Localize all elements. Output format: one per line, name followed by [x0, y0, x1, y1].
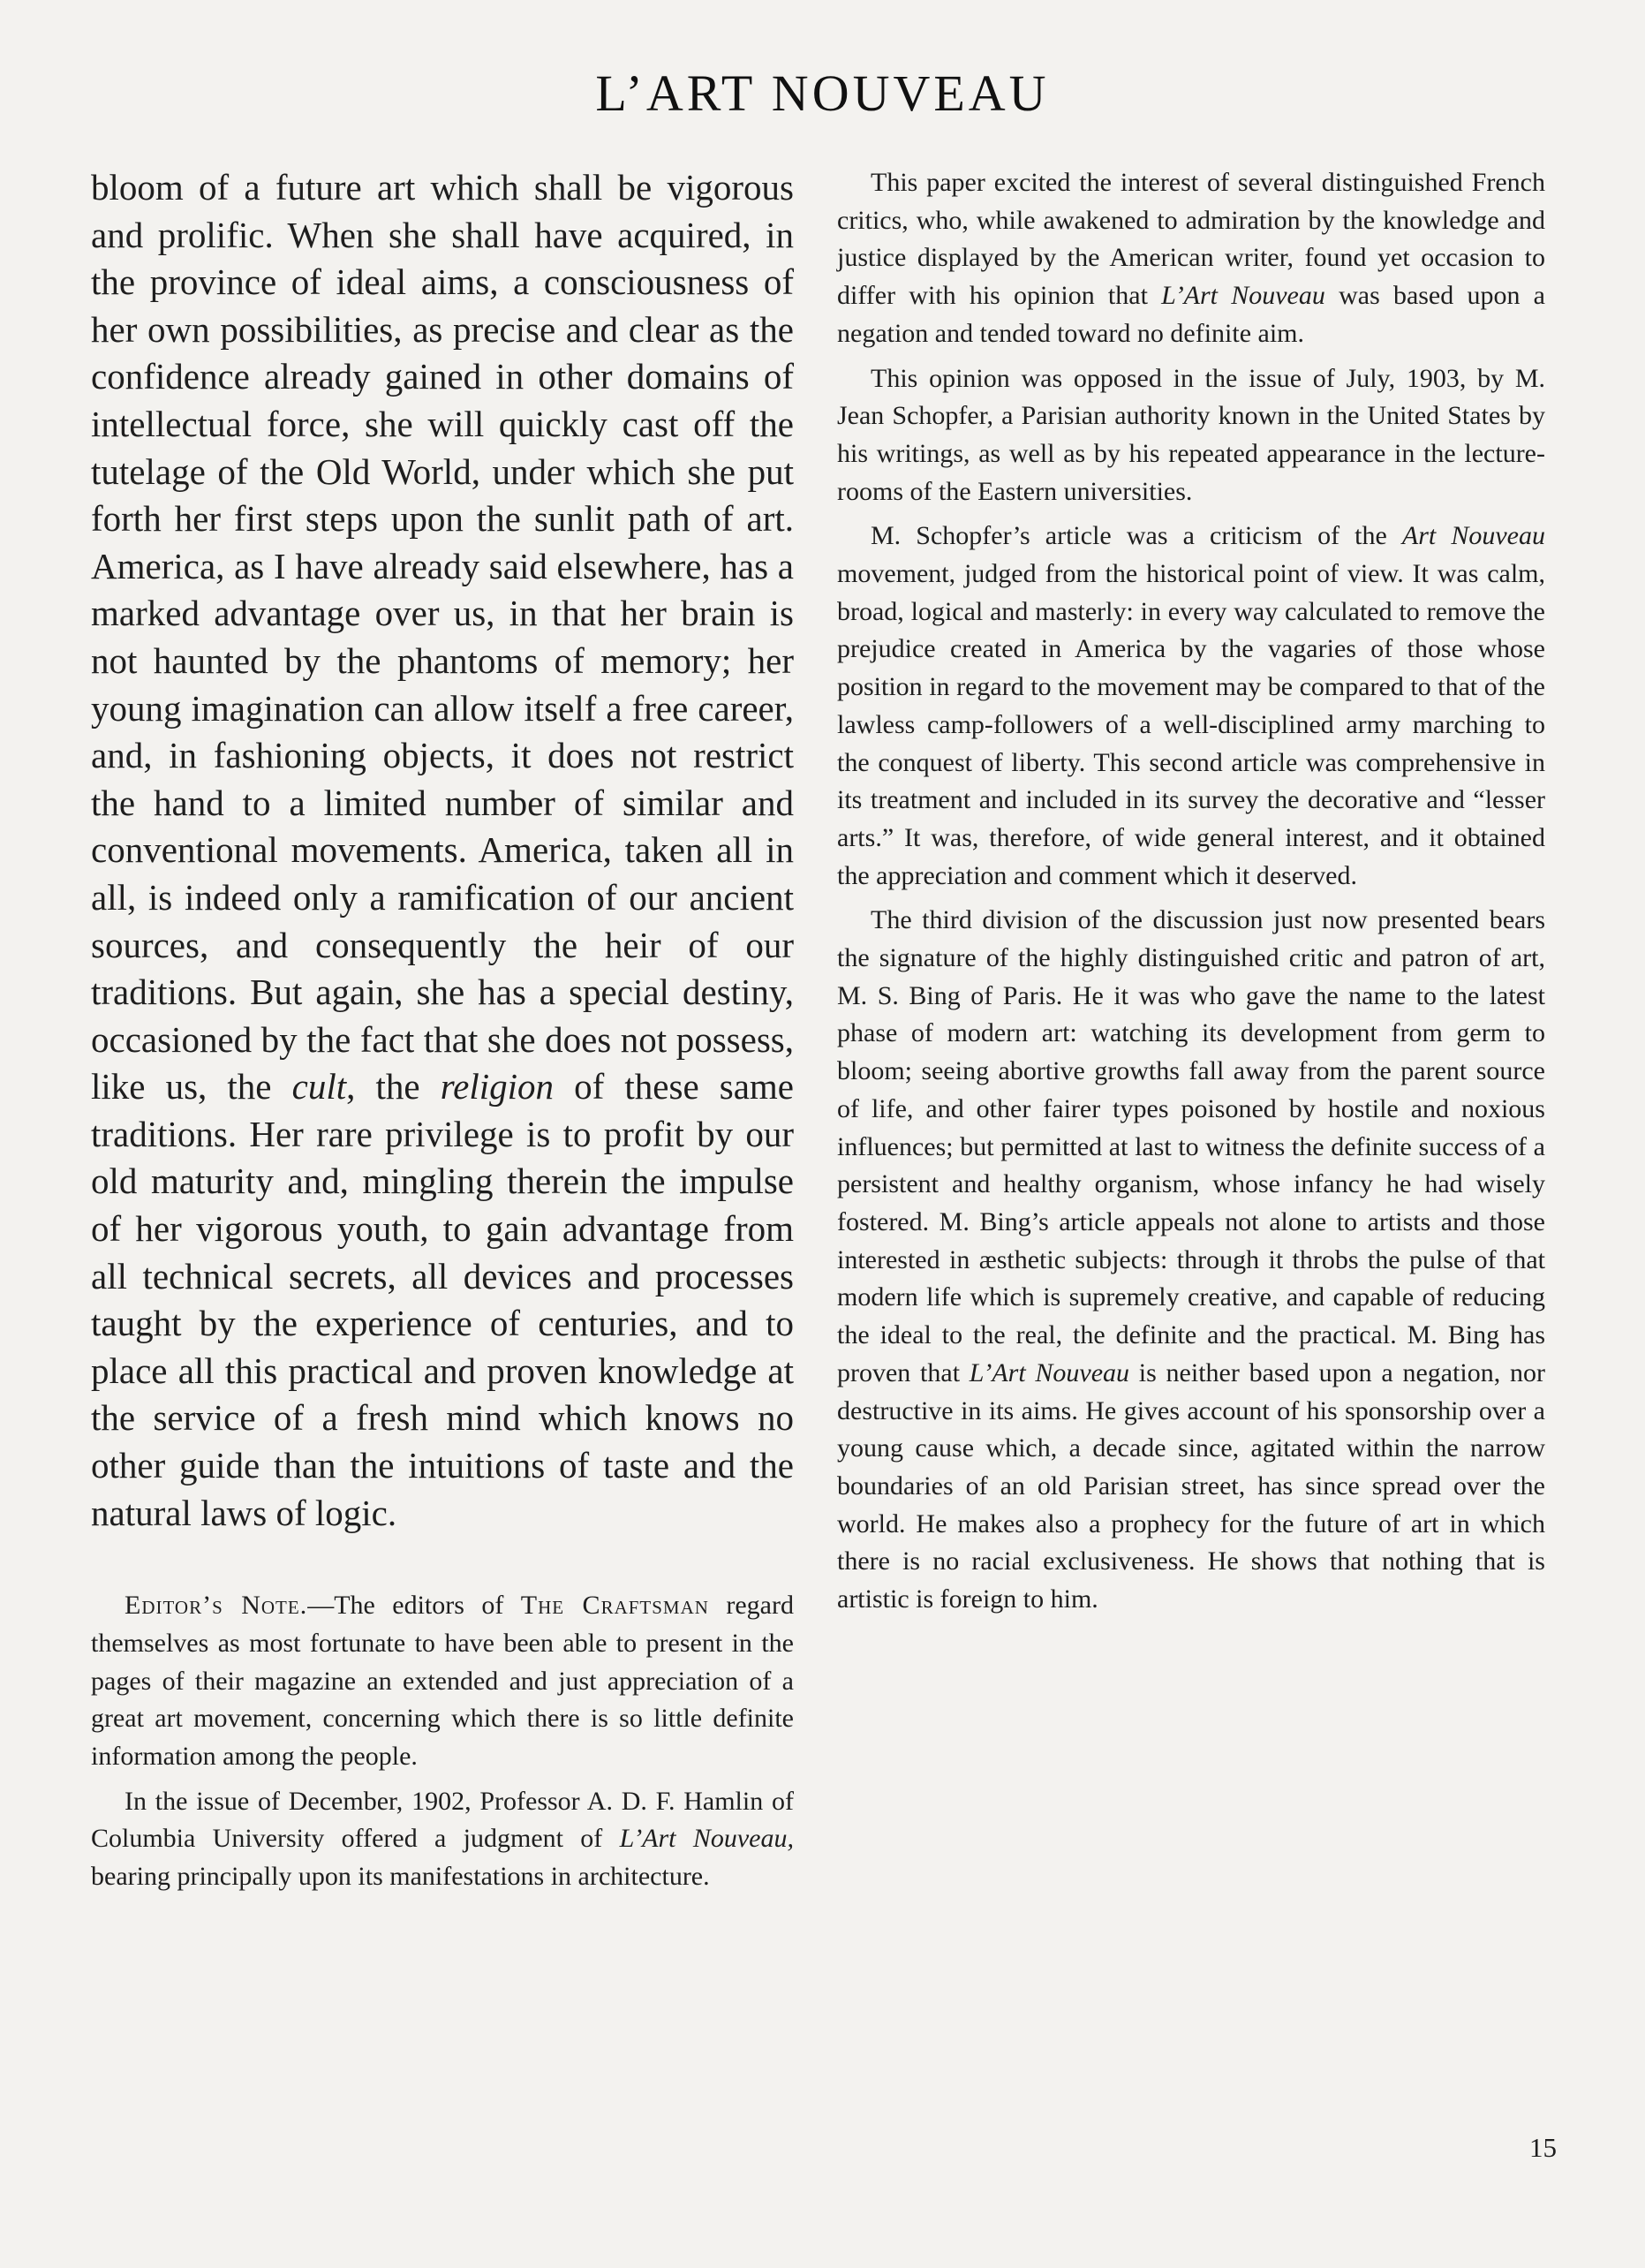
- right-column: [837, 164, 1545, 1619]
- right-paragraph-2: This opinion was opposed in the issue of July, 1903, by M. Jean Schopfer, a Parisian authority known in the United States by his writings, as well as by his repeated appearance in the lecture-rooms of the Eastern universities.: [837, 363, 1545, 506]
- editors-note-rest: regard themselves as most fortunate to have been able to present in the pages of their magazine an extended and just appreciation of a great art movement, concerning which there is so little definite information among the people.: [91, 1591, 794, 1772]
- right-p1-b: was based upon a negation and tended toward no definite aim.: [837, 281, 1545, 348]
- main-text-part-2: , the: [346, 1066, 441, 1108]
- main-text-em-cult: cult: [291, 1066, 347, 1108]
- right-p1-em: L’Art Nouveau: [1161, 281, 1325, 311]
- right-p3-b: movement, judged from the historical point of view. It was calm, broad, logical and masterly: in every way calculated to remove the prejudice created in America by the vagaries of those whose position in regard to the movement may be compared to that of the lawless camp-followers of a well-disciplined army marching to the conquest of liberty. This second article was comprehensive in its treatment and included in its survey the decorative and “lesser arts.” It was, therefore, of wide general interest, and it obtained the appreciation and comment which it deserved.: [837, 559, 1545, 890]
- note-p2-a: In the issue of December, 1902, Professor A. D. F. Hamlin of Columbia University offered a judgment of: [91, 1786, 794, 1854]
- page-number: 15: [1529, 2132, 1557, 2163]
- right-paragraph-1: [837, 164, 1545, 353]
- main-text-em-religion: religion: [440, 1066, 555, 1108]
- main-text-part-3: of these same traditions. Her rare privilege is to profit by our old maturity and, mingling therein the impulse of her vigorous youth, to gain advantage from all technical secrets, all devices and processes taught by the experience of centuries, and to place all this practical and proven knowledge at the service of a fresh mind which knows no other guide than the intuitions of taste and the natural laws of logic.: [91, 1066, 795, 1533]
- left-column: [91, 164, 794, 1896]
- editors-note: [91, 1587, 794, 1896]
- right-paragraph-4: [837, 902, 1545, 1618]
- main-paragraph: [91, 164, 794, 1537]
- right-p1-a: This paper excited the interest of several distinguished French critics, who, while awakened to admiration by the knowledge and justice displayed by the American writer, found yet occasion to differ with his opinion that: [837, 168, 1545, 311]
- editors-note-paragraph-1: [91, 1587, 794, 1776]
- magazine-name: The Craftsman: [520, 1591, 709, 1621]
- note-p2-b: bearing principally upon its manifestations in architecture.: [91, 1862, 710, 1892]
- main-text-part-1: bloom of a future art which shall be vigorous and prolific. When she shall have acquired, in the province of ideal aims, a consciousness of her own possibilities, as precise and clear as the confidence already gained in other domains of intellectual force, she will quickly cast off the tutelage of the Old World, under which she put forth her first steps upon the sunlit path of art. America, as I have already said elsewhere, has a marked advantage over us, in that her brain is not haunted by the phantoms of memory; her young imagination can allow itself a free career, and, in fashioning objects, it does not restrict the hand to a limited number of similar and conventional movements. America, taken all in all, is indeed only a ramification of our ancient sources, and consequently the heir of our traditions. But again, she has a special destiny, occasioned by the fact that she does not possess, like us, the: [91, 167, 794, 1108]
- right-p4-em: L’Art Nouveau: [969, 1357, 1130, 1387]
- right-p4-b: is neither based upon a negation, nor destructive in its aims. He gives account of his sponsorship over a young cause which, a decade since, agitated within the narrow boundaries of an old Parisian street, has since spread over the world. He makes also a prophecy for the future of art in which there is no racial exclusiveness. He shows that nothing that is artistic is foreign to him.: [837, 1357, 1545, 1614]
- right-p4-a: The third division of the discussion just now presented bears the signature of the highly distinguished critic and patron of art, M. S. Bing of Paris. He it was who gave the name to the latest phase of modern art: watching its development from germ to bloom; seeing abortive growths fall away from the parent source of life, and other fairer types poisoned by hostile and noxious influences; but permitted at last to witness the definite success of a persistent and healthy organism, whose infancy he had wisely fostered. M. Bing’s article appeals not alone to artists and those interested in æsthetic subjects: through it throbs the pulse of that modern life which is supremely creative, and capable of reducing the ideal to the real, the definite and the practical. M. Bing has proven that: [837, 905, 1545, 1387]
- editors-note-label: Editor’s Note.: [125, 1591, 308, 1621]
- editors-note-dash: —The editors of: [307, 1591, 521, 1621]
- running-head: L’ART NOUVEAU: [595, 64, 1050, 122]
- right-p3-em: Art Nouveau: [1401, 521, 1545, 551]
- editors-note-paragraph-2: [91, 1783, 794, 1896]
- right-paragraph-3: [837, 518, 1545, 895]
- right-p3-a: M. Schopfer’s article was a criticism of the: [871, 521, 1402, 551]
- note-p2-em: L’Art Nouveau,: [619, 1824, 794, 1854]
